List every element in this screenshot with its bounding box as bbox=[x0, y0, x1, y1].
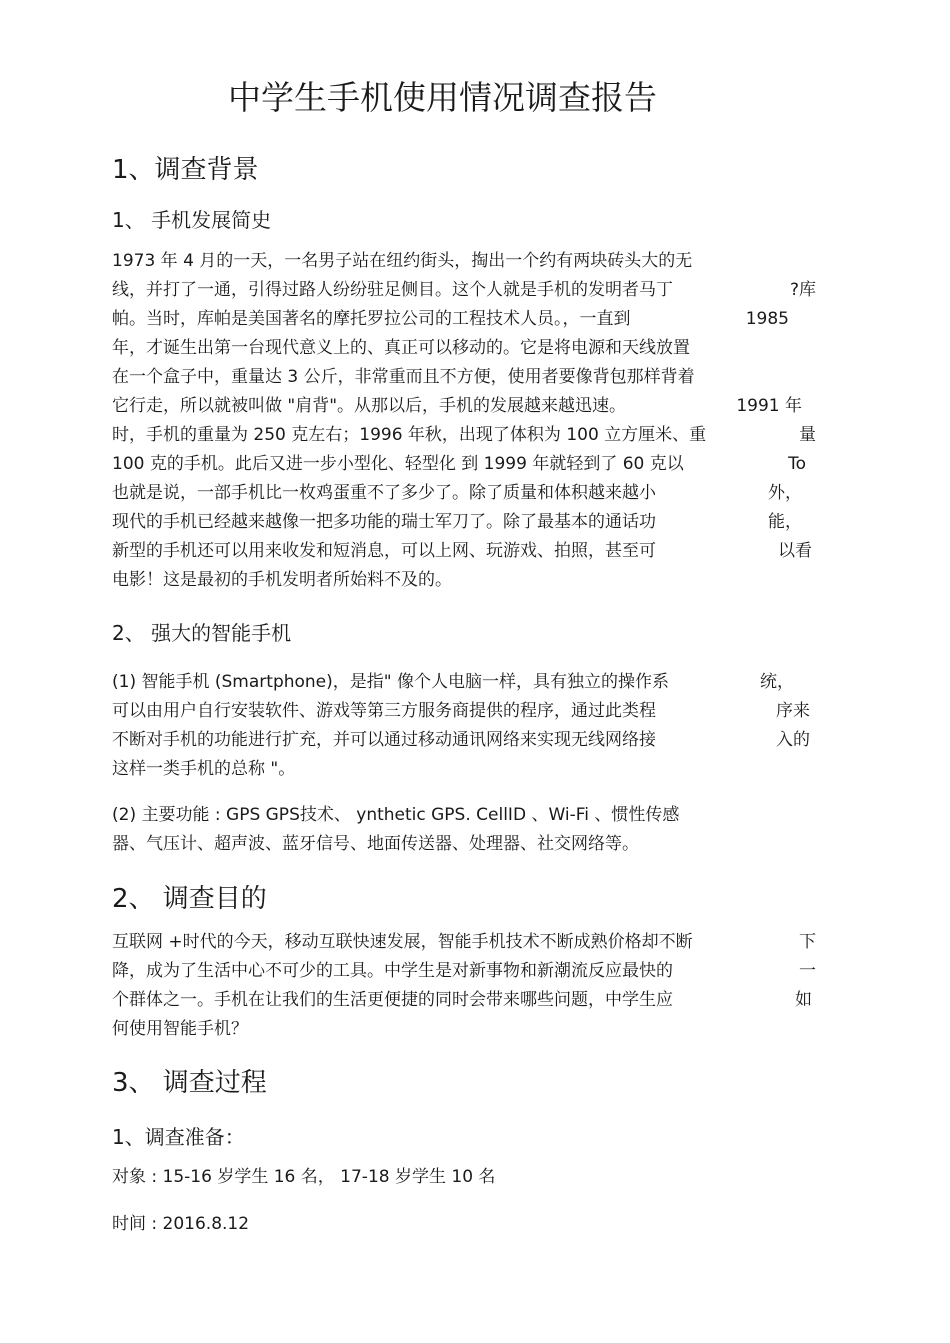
section-2-heading: 2、 调查目的 bbox=[112, 884, 267, 914]
history-line: 现代的手机已经越来越像一把多功能的瑞士军刀了。除了最基本的通话功 能， bbox=[112, 512, 802, 532]
section-3-heading: 3、 调查过程 bbox=[112, 1068, 267, 1098]
purpose-line: 降，成为了生活中心不可少的工具。中学生是对新事物和新潮流反应最快的 一 bbox=[112, 961, 816, 981]
document-title: 中学生手机使用情况调查报告 bbox=[228, 78, 657, 117]
survey-time-line: 时间 : 2016.8.12 bbox=[112, 1214, 250, 1234]
smartphone-line: 这样一类手机的总称 "。 bbox=[112, 759, 296, 779]
history-line: 100 克的手机。此后又进一步小型化、轻型化 到 1999 年就轻到了 60 克以 To bbox=[112, 454, 806, 474]
history-line: 1973 年 4 月的一天，一名男子站在纽约街头，掏出一个约有两块砖头大的无 bbox=[112, 251, 693, 271]
smartphone-line: (1) 智能手机 (Smartphone)，是指" 像个人电脑一样，具有独立的操作系 统， bbox=[112, 672, 794, 692]
history-line: 时，手机的重量为 250 克左右；1996 年秋，出现了体积为 100 立方厘米、重 量 bbox=[112, 425, 816, 445]
subsection-3-1-heading: 1、调查准备： bbox=[112, 1125, 245, 1149]
features-line: (2) 主要功能 : GPS GPS技术、 ynthetic GPS. CellID 、Wi-Fi 、惯性传感 bbox=[112, 805, 680, 825]
purpose-line: 何使用智能手机？ bbox=[112, 1019, 248, 1039]
history-line: 在一个盒子中，重量达 3 公斤，非常重而且不方便，使用者要像背包那样背着 bbox=[112, 367, 695, 387]
smartphone-line: 可以由用户自行安装软件、游戏等第三方服务商提供的程序，通过此类程 序来 bbox=[112, 701, 810, 721]
survey-object-line: 对象 : 15-16 岁学生 16 名， 17-18 岁学生 10 名 bbox=[112, 1167, 496, 1187]
history-line: 它行走，所以就被叫做 "肩背"。从那以后，手机的发展越来越迅速。 1991 年 bbox=[112, 396, 802, 416]
history-line: 年，才诞生出第一台现代意义上的、真正可以移动的。它是将电源和天线放置 bbox=[112, 338, 690, 358]
smartphone-line: 不断对手机的功能进行扩充，并可以通过移动通讯网络来实现无线网络接 入的 bbox=[112, 730, 810, 750]
features-line: 器、气压计、超声波、蓝牙信号、地面传送器、处理器、社交网络等。 bbox=[112, 834, 639, 854]
subsection-1-1-heading: 1、 手机发展简史 bbox=[112, 208, 272, 232]
history-line: 电影！这是最初的手机发明者所始料不及的。 bbox=[112, 570, 452, 590]
purpose-line: 个群体之一。手机在让我们的生活更便捷的同时会带来哪些问题，中学生应 如 bbox=[112, 990, 812, 1010]
purpose-line: 互联网 +时代的今天，移动互联快速发展，智能手机技术不断成熟价格却不断 下 bbox=[112, 932, 816, 952]
history-line: 帕。当时，库帕是美国著名的摩托罗拉公司的工程技术人员。，一直到 1985 bbox=[112, 309, 789, 329]
history-line: 线，并打了一通，引得过路人纷纷驻足侧目。这个人就是手机的发明者马丁 ?库 bbox=[112, 280, 816, 300]
section-1-heading: 1、调查背景 bbox=[112, 155, 259, 185]
history-line: 也就是说，一部手机比一枚鸡蛋重不了多少了。除了质量和体积越来越小 外， bbox=[112, 483, 802, 503]
subsection-1-2-heading: 2、 强大的智能手机 bbox=[112, 621, 292, 645]
history-line: 新型的手机还可以用来收发和短消息，可以上网、玩游戏、拍照，甚至可 以看 bbox=[112, 541, 812, 561]
